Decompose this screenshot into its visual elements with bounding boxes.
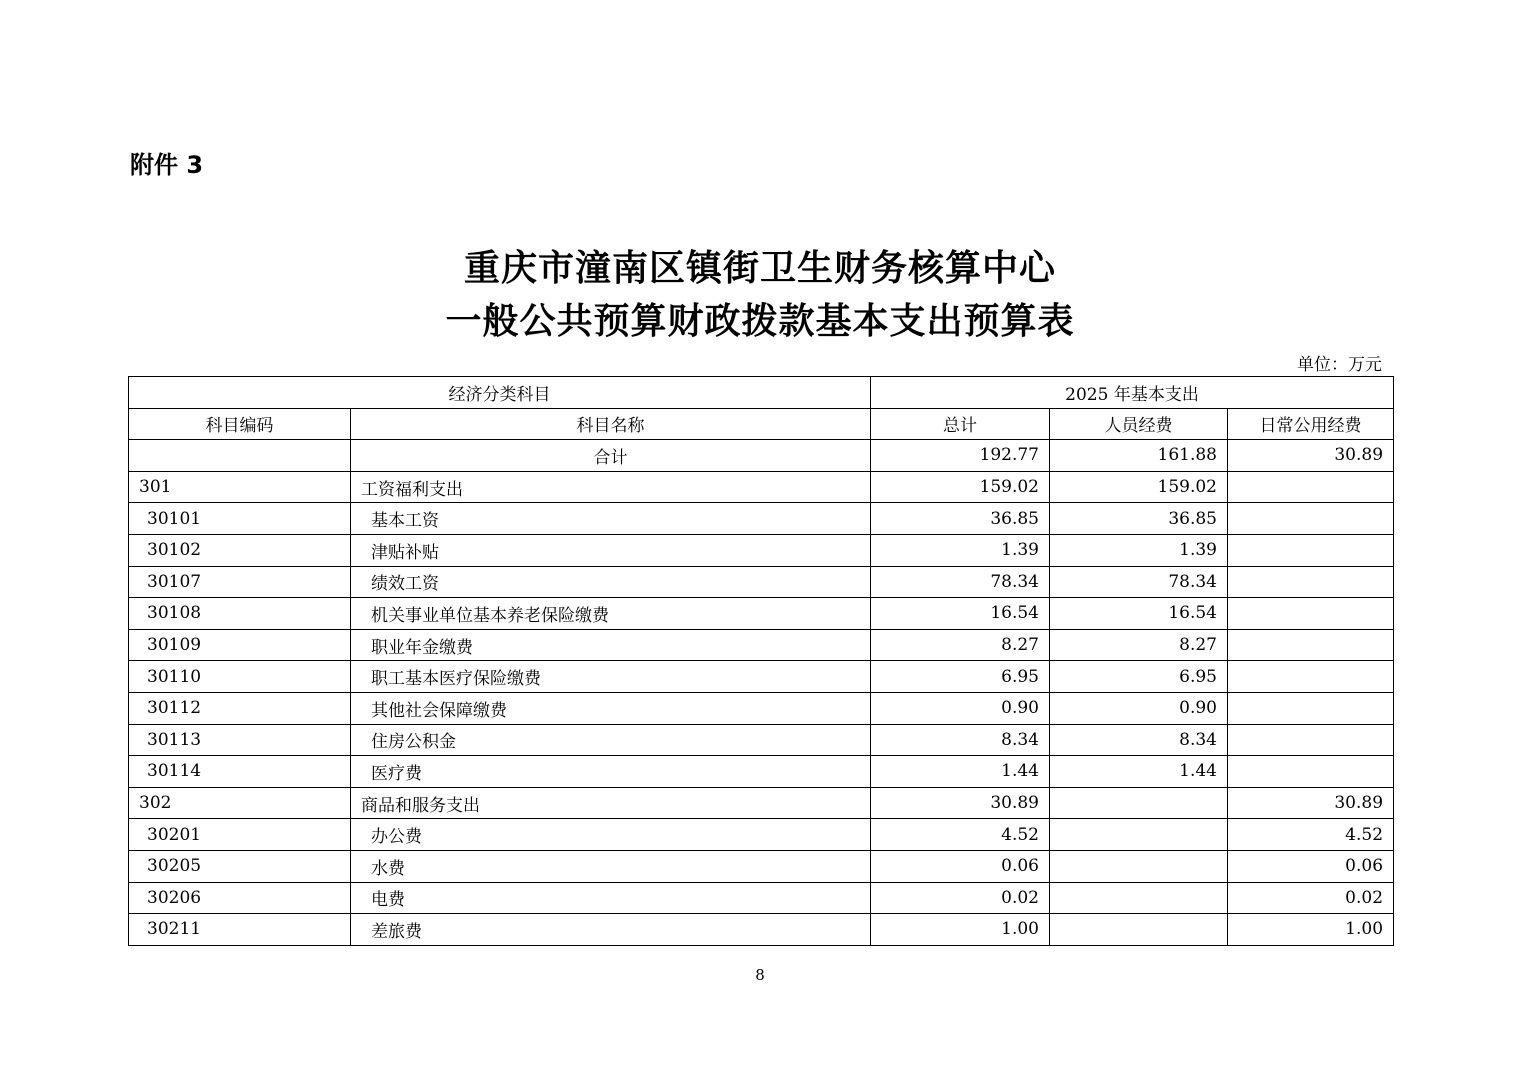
cell-code: 30102 xyxy=(129,534,351,566)
document-title-line-1: 重庆市潼南区镇街卫生财务核算中心 xyxy=(463,248,1056,289)
header-economic-classification: 经济分类科目 xyxy=(129,377,871,409)
group-header-row xyxy=(129,377,1394,409)
cell-public xyxy=(1228,598,1394,630)
cell-name: 电费 xyxy=(351,882,871,914)
summary-name: 合计 xyxy=(351,440,871,472)
table-row xyxy=(129,850,1394,882)
cell-personnel: 8.34 xyxy=(1050,724,1228,756)
table-row xyxy=(129,503,1394,535)
cell-name: 绩效工资 xyxy=(351,566,871,598)
page-number: 8 xyxy=(755,966,765,984)
cell-personnel: 8.27 xyxy=(1050,629,1228,661)
table-row xyxy=(129,724,1394,756)
cell-code: 30114 xyxy=(129,756,351,788)
summary-public: 30.89 xyxy=(1228,440,1394,472)
summary-total: 192.77 xyxy=(871,440,1050,472)
cell-total: 16.54 xyxy=(871,598,1050,630)
header-personnel: 人员经费 xyxy=(1050,408,1228,440)
cell-total: 78.34 xyxy=(871,566,1050,598)
cell-code: 30205 xyxy=(129,850,351,882)
unit-label: 单位：万元 xyxy=(1297,355,1382,375)
cell-code: 30113 xyxy=(129,724,351,756)
cell-name: 商品和服务支出 xyxy=(351,787,871,819)
cell-public xyxy=(1228,724,1394,756)
cell-personnel: 159.02 xyxy=(1050,471,1228,503)
cell-code: 30211 xyxy=(129,914,351,946)
cell-public xyxy=(1228,661,1394,693)
table-row xyxy=(129,692,1394,724)
cell-personnel: 36.85 xyxy=(1050,503,1228,535)
attachment-label: 附件 3 xyxy=(130,151,204,179)
cell-personnel xyxy=(1050,850,1228,882)
table-row xyxy=(129,598,1394,630)
cell-public xyxy=(1228,471,1394,503)
cell-personnel: 16.54 xyxy=(1050,598,1228,630)
cell-name: 住房公积金 xyxy=(351,724,871,756)
header-code: 科目编码 xyxy=(129,408,351,440)
table-row xyxy=(129,756,1394,788)
cell-name: 机关事业单位基本养老保险缴费 xyxy=(351,598,871,630)
cell-personnel: 1.44 xyxy=(1050,756,1228,788)
cell-name: 办公费 xyxy=(351,819,871,851)
table-row xyxy=(129,661,1394,693)
table-row xyxy=(129,534,1394,566)
table-row xyxy=(129,882,1394,914)
cell-personnel xyxy=(1050,819,1228,851)
cell-name: 工资福利支出 xyxy=(351,471,871,503)
cell-code: 30206 xyxy=(129,882,351,914)
cell-code: 30112 xyxy=(129,692,351,724)
cell-code: 30107 xyxy=(129,566,351,598)
cell-code: 301 xyxy=(129,471,351,503)
cell-code: 30108 xyxy=(129,598,351,630)
cell-personnel: 78.34 xyxy=(1050,566,1228,598)
cell-name: 津贴补贴 xyxy=(351,534,871,566)
cell-code: 30109 xyxy=(129,629,351,661)
summary-row xyxy=(129,440,1394,472)
header-basic-expenditure: 2025 年基本支出 xyxy=(871,377,1394,409)
cell-total: 8.34 xyxy=(871,724,1050,756)
cell-name: 差旅费 xyxy=(351,914,871,946)
cell-name: 基本工资 xyxy=(351,503,871,535)
cell-total: 0.90 xyxy=(871,692,1050,724)
table-row xyxy=(129,914,1394,946)
cell-total: 1.39 xyxy=(871,534,1050,566)
cell-public xyxy=(1228,692,1394,724)
cell-public xyxy=(1228,629,1394,661)
cell-total: 6.95 xyxy=(871,661,1050,693)
cell-public: 4.52 xyxy=(1228,819,1394,851)
table-row xyxy=(129,629,1394,661)
budget-table xyxy=(128,376,1394,946)
document-title-line-2: 一般公共预算财政拨款基本支出预算表 xyxy=(445,301,1075,342)
cell-personnel: 1.39 xyxy=(1050,534,1228,566)
cell-personnel xyxy=(1050,914,1228,946)
cell-total: 4.52 xyxy=(871,819,1050,851)
cell-name: 医疗费 xyxy=(351,756,871,788)
cell-name: 水费 xyxy=(351,850,871,882)
summary-personnel: 161.88 xyxy=(1050,440,1228,472)
cell-public: 0.02 xyxy=(1228,882,1394,914)
cell-total: 0.06 xyxy=(871,850,1050,882)
cell-code: 30110 xyxy=(129,661,351,693)
cell-public xyxy=(1228,503,1394,535)
table-row xyxy=(129,566,1394,598)
cell-total: 0.02 xyxy=(871,882,1050,914)
header-public: 日常公用经费 xyxy=(1228,408,1394,440)
cell-total: 36.85 xyxy=(871,503,1050,535)
cell-total: 30.89 xyxy=(871,787,1050,819)
cell-personnel xyxy=(1050,787,1228,819)
cell-public xyxy=(1228,566,1394,598)
header-name: 科目名称 xyxy=(351,408,871,440)
cell-personnel: 0.90 xyxy=(1050,692,1228,724)
cell-public xyxy=(1228,756,1394,788)
header-total: 总计 xyxy=(871,408,1050,440)
cell-total: 159.02 xyxy=(871,471,1050,503)
cell-personnel: 6.95 xyxy=(1050,661,1228,693)
table-row xyxy=(129,819,1394,851)
cell-public: 0.06 xyxy=(1228,850,1394,882)
summary-code xyxy=(129,440,351,472)
cell-total: 8.27 xyxy=(871,629,1050,661)
cell-name: 其他社会保障缴费 xyxy=(351,692,871,724)
cell-public: 1.00 xyxy=(1228,914,1394,946)
cell-personnel xyxy=(1050,882,1228,914)
cell-code: 30101 xyxy=(129,503,351,535)
column-header-row xyxy=(129,408,1394,440)
cell-public: 30.89 xyxy=(1228,787,1394,819)
cell-name: 职业年金缴费 xyxy=(351,629,871,661)
cell-public xyxy=(1228,534,1394,566)
table-row xyxy=(129,471,1394,503)
table-row xyxy=(129,787,1394,819)
cell-total: 1.00 xyxy=(871,914,1050,946)
cell-code: 30201 xyxy=(129,819,351,851)
cell-code: 302 xyxy=(129,787,351,819)
cell-total: 1.44 xyxy=(871,756,1050,788)
cell-name: 职工基本医疗保险缴费 xyxy=(351,661,871,693)
